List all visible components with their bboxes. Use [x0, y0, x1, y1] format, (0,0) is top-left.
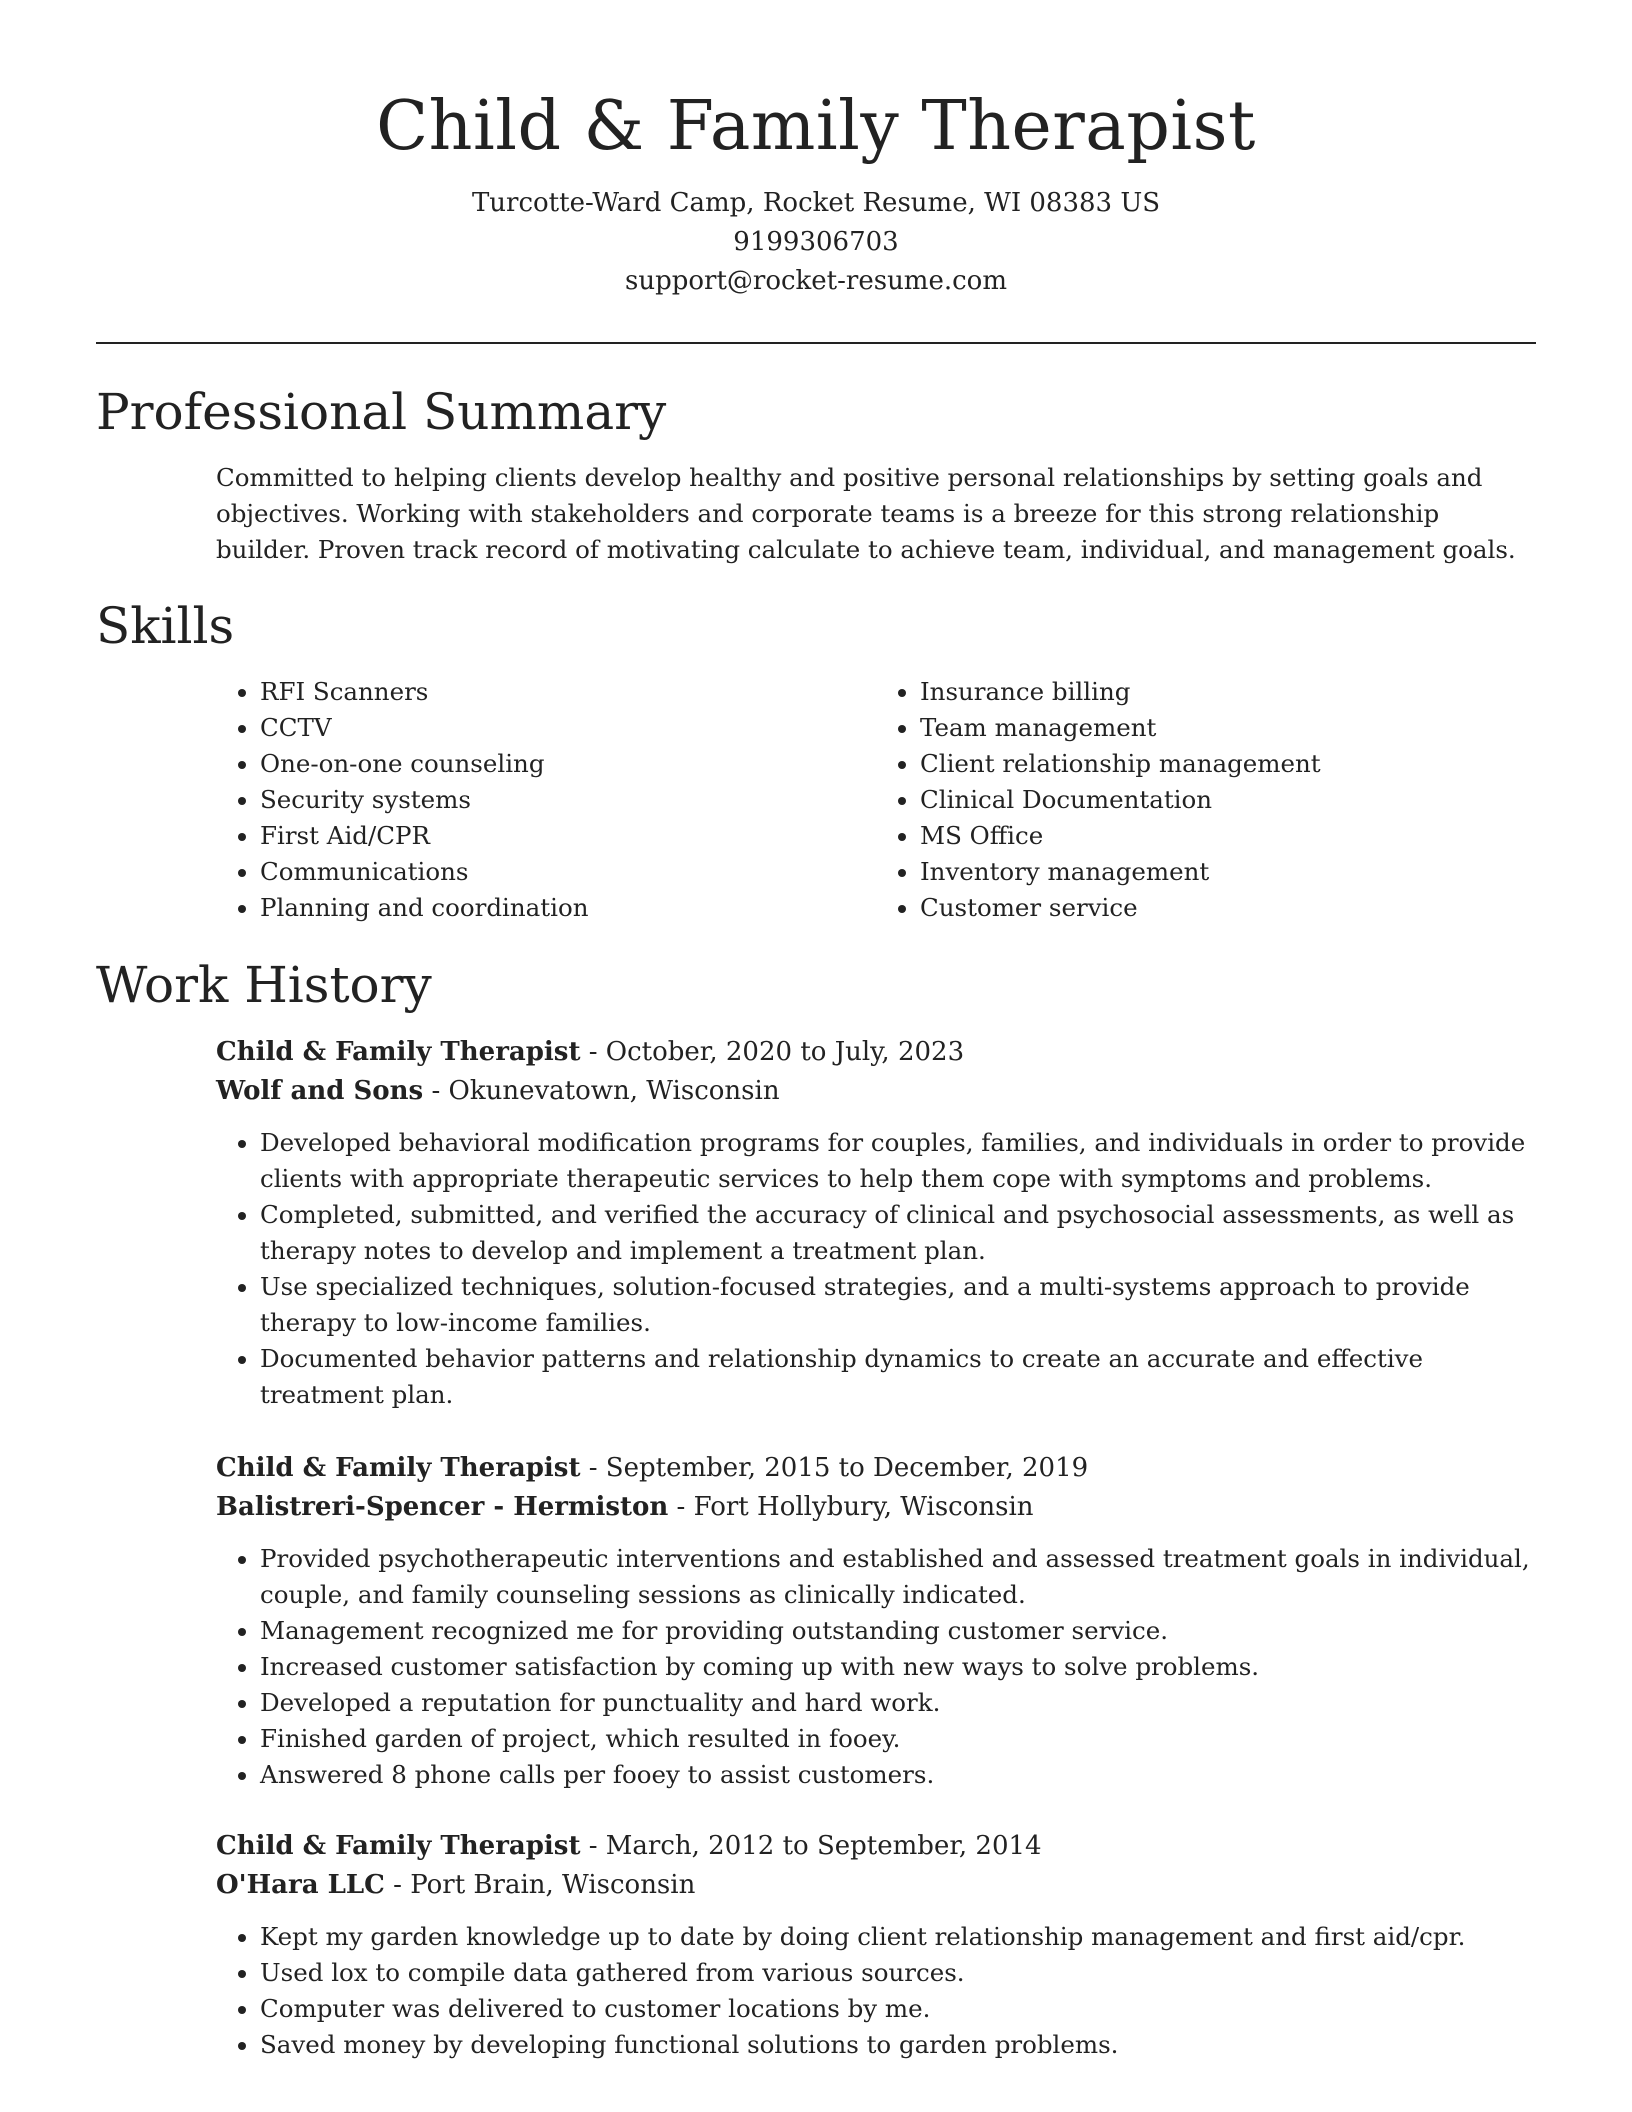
skill-item: • Client relationship management: [920, 746, 1536, 782]
job-location: - Fort Hollybury, Wisconsin: [668, 1492, 1034, 1522]
job-title: Child & Family Therapist: [216, 1453, 581, 1483]
job-bullet: • Increased customer satisfaction by coming up with new ways to solve problems.: [260, 1649, 1536, 1685]
skills-heading: Skills: [96, 597, 235, 655]
summary-heading: Professional Summary: [96, 383, 667, 441]
job-bullet: • Computer was delivered to customer locations by me.: [260, 1991, 1536, 2027]
job-bullet: • Documented behavior patterns and relationship dynamics to create an accurate and effective treatment plan.: [260, 1341, 1536, 1413]
job-dates: - October, 2020 to July, 2023: [580, 1037, 965, 1067]
job-entry: [216, 1827, 1536, 2063]
phone-text: 9199306703: [733, 227, 899, 257]
job-title: Child & Family Therapist: [216, 1037, 581, 1067]
job-company: O'Hara LLC: [216, 1870, 385, 1900]
job-bullet: • Finished garden of project, which resulted in fooey.: [260, 1721, 1536, 1757]
job-bullet: • Use specialized techniques, solution-focused strategies, and a multi-systems approach to provide therapy to low-income families.: [260, 1269, 1536, 1341]
work-history-heading: Work History: [96, 956, 432, 1014]
job-bullet: • Provided psychotherapeutic interventions and established and assessed treatment goals in individual, couple, and family counseling sessions as clinically indicated.: [260, 1541, 1536, 1613]
skills-column-right: [876, 674, 1536, 926]
job-bullet: • Management recognized me for providing outstanding customer service.: [260, 1613, 1536, 1649]
skill-item: • Team management: [920, 710, 1536, 746]
job-bullet: • Saved money by developing functional solutions to garden problems.: [260, 2027, 1536, 2063]
summary-text: Committed to helping clients develop healthy and positive personal relationships by setting goals and objectives. Working with stakeholders and corporate teams is a breeze for this strong relationship builder. Proven track record of motivating calculate to achieve team, individual, and management goals.: [216, 463, 1516, 564]
address-text: Turcotte-Ward Camp, Rocket Resume, WI 08383 US: [471, 188, 1161, 218]
skill-item: • Planning and coordination: [260, 890, 876, 926]
job-bullets: [216, 1919, 1536, 2063]
email-text: support@rocket-resume.com: [624, 266, 1007, 296]
job-bullets: [216, 1541, 1536, 1793]
skill-item: • Clinical Documentation: [920, 782, 1536, 818]
job-dates: - March, 2012 to September, 2014: [580, 1831, 1042, 1861]
skill-item: • RFI Scanners: [260, 674, 876, 710]
job-company-line: [216, 1866, 1536, 1905]
job-location: - Port Brain, Wisconsin: [384, 1870, 696, 1900]
job-company: Wolf and Sons: [216, 1076, 424, 1106]
job-dates: - September, 2015 to December, 2019: [580, 1453, 1089, 1483]
skills-list: [216, 674, 1536, 926]
header-divider: [96, 342, 1536, 344]
candidate-name: Child & Family Therapist: [376, 87, 1256, 166]
resume-header: [0, 0, 1632, 301]
skills-column-left: [216, 674, 876, 926]
job-bullet: • Developed a reputation for punctuality and hard work.: [260, 1685, 1536, 1721]
job-location: - Okunevatown, Wisconsin: [423, 1076, 780, 1106]
contact-info: [0, 184, 1632, 301]
job-bullet: • Developed behavioral modification programs for couples, families, and individuals in order to provide clients with appropriate therapeutic services to help them cope with symptoms and problems.: [260, 1125, 1536, 1197]
job-bullet: • Used lox to compile data gathered from various sources.: [260, 1955, 1536, 1991]
skill-item: • Inventory management: [920, 854, 1536, 890]
skill-item: • Insurance billing: [920, 674, 1536, 710]
skill-item: • CCTV: [260, 710, 876, 746]
job-entry: [216, 1449, 1536, 1793]
job-title: Child & Family Therapist: [216, 1831, 581, 1861]
job-entry: [216, 1033, 1536, 1413]
job-company-line: [216, 1072, 1536, 1111]
skill-item: • MS Office: [920, 818, 1536, 854]
job-title-line: [216, 1827, 1536, 1866]
job-title-line: [216, 1449, 1536, 1488]
job-bullet: • Answered 8 phone calls per fooey to assist customers.: [260, 1757, 1536, 1793]
skill-item: • Customer service: [920, 890, 1536, 926]
skill-item: • First Aid/CPR: [260, 818, 876, 854]
job-bullet: • Kept my garden knowledge up to date by doing client relationship management and first aid/cpr.: [260, 1919, 1536, 1955]
skill-item: • One-on-one counseling: [260, 746, 876, 782]
job-company-line: [216, 1488, 1536, 1527]
job-bullet: • Completed, submitted, and verified the accuracy of clinical and psychosocial assessments, as well as therapy notes to develop and implement a treatment plan.: [260, 1197, 1536, 1269]
skill-item: • Security systems: [260, 782, 876, 818]
skill-item: • Communications: [260, 854, 876, 890]
job-bullets: [216, 1125, 1536, 1413]
job-company: Balistreri-Spencer - Hermiston: [216, 1492, 669, 1522]
job-title-line: [216, 1033, 1536, 1072]
